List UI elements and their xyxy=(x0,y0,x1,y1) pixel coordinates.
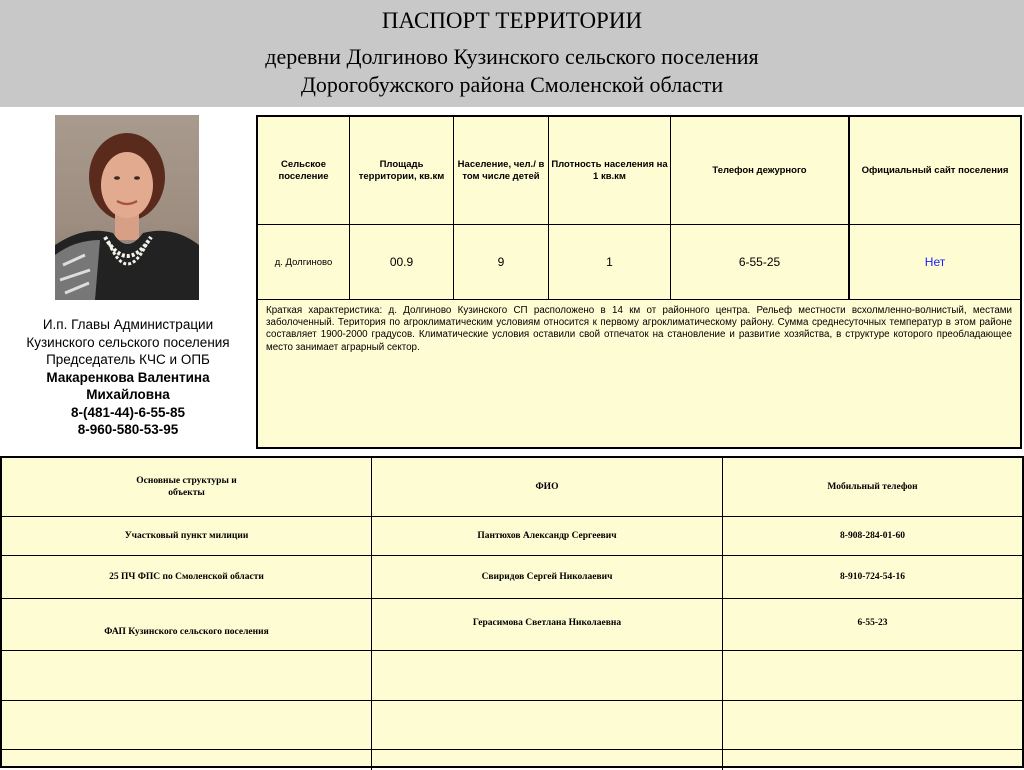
page-subtitle-village: деревни Долгиново Кузинского сельского поселения xyxy=(265,44,759,69)
header-official-site: Официальный сайт поселения xyxy=(849,117,1020,225)
administration-head-info xyxy=(6,316,250,439)
village-description: Краткая характеристика: д. Долгиново Кузинского СП расположено в 14 км от районного центра. Рельеф местности всхолмленно-волнистый, местами заболоченный. Територия по агроклиматическим условиям относится к первому агроклиматическому району. Сумма среднесуточных температур в этом районе составляет 1900-2000 градусов. Климатические условия оставили свой отпечаток на становление и развитие хозяйства, в структуре которого преобладающее место занимает аграрный сектор. xyxy=(266,305,1012,353)
cell-area: 00.9 xyxy=(350,225,454,300)
table-row-empty xyxy=(723,651,1022,701)
header-density: Плотность населения на 1 кв.км xyxy=(549,117,671,225)
table-row-fio: Свиридов Сергей Николаевич xyxy=(372,556,723,599)
header-area: Площадь территории, кв.км xyxy=(350,117,454,225)
table-row-structure: ФАП Кузинского сельского поселения xyxy=(2,599,372,651)
table-row-empty xyxy=(372,701,723,750)
cell-density: 1 xyxy=(549,225,671,300)
table-row-empty xyxy=(372,651,723,701)
page-header xyxy=(0,0,1024,107)
header-fio: ФИО xyxy=(372,458,723,517)
table-row-structure: 25 ПЧ ФПС по Смоленской области xyxy=(2,556,372,599)
header-settlement: Сельское поселение xyxy=(258,117,350,225)
head-role-line3: Председатель КЧС и ОПБ xyxy=(46,352,210,367)
table-row-empty xyxy=(2,750,372,770)
head-role-line1: И.п. Главы Администрации xyxy=(42,317,214,332)
passport-table xyxy=(256,115,1022,449)
header-duty-phone: Телефон дежурного xyxy=(671,117,849,225)
table-row-fio: Пантюхов Александр Сергеевич xyxy=(372,517,723,556)
table-row-empty xyxy=(2,701,372,750)
table-row-empty xyxy=(723,701,1022,750)
cell-official-site: Нет xyxy=(849,225,1020,300)
table-row-structure: Участковый пункт милиции xyxy=(2,517,372,556)
table-row-mobile: 6-55-23 xyxy=(723,599,1022,651)
header-mobile-phone: Мобильный телефон xyxy=(723,458,1022,517)
cell-population: 9 xyxy=(454,225,549,300)
structures-table xyxy=(0,456,1024,768)
head-name: Макаренкова Валентина xyxy=(46,369,210,385)
table-row-empty xyxy=(372,750,723,770)
table-row-mobile: 8-908-284-01-60 xyxy=(723,517,1022,556)
head-patronymic: Михайловна xyxy=(86,387,170,402)
table-row-fio: Герасимова Светлана Николаевна xyxy=(372,599,723,651)
head-portrait-photo xyxy=(55,115,199,300)
cell-settlement: д. Долгиново xyxy=(258,225,350,300)
page-title: ПАСПОРТ ТЕРРИТОРИИ xyxy=(381,8,643,33)
head-role-line2: Кузинского сельского поселения xyxy=(26,334,230,350)
table-row-mobile: 8-910-724-54-16 xyxy=(723,556,1022,599)
header-structures: Основные структуры и объекты xyxy=(2,458,372,517)
header-population: Население, чел./ в том числе детей xyxy=(454,117,549,225)
cell-duty-phone: 6-55-25 xyxy=(671,225,849,300)
table-row-empty xyxy=(723,750,1022,770)
table-row-empty xyxy=(2,651,372,701)
head-phone-mobile: 8-960-580-53-95 xyxy=(77,422,179,437)
page-subtitle-region: Дорогобужского района Смоленской области xyxy=(300,72,724,97)
head-phone-landline: 8-(481-44)-6-55-85 xyxy=(70,404,186,420)
